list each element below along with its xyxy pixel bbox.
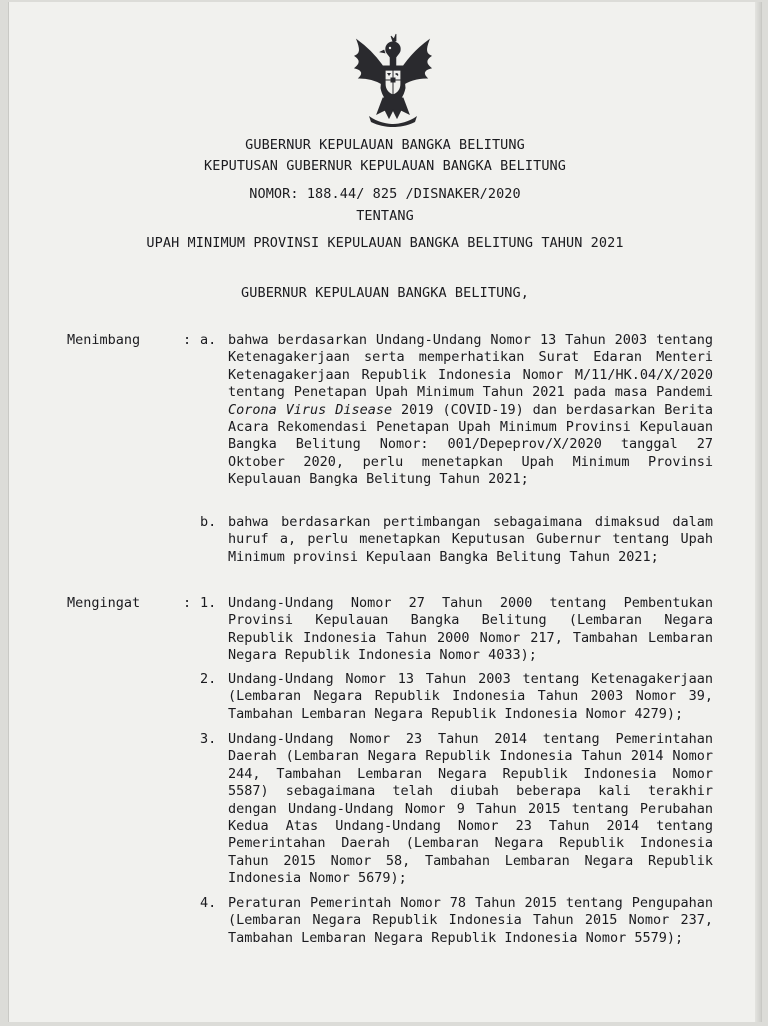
menimbang-colon: :	[183, 332, 192, 348]
mengingat-item-text: Undang-Undang Nomor 23 Tahun 2014 tentang Pemerintahan Daerah (Lembaran Negara Republik Indonesia Tahun 2014 Nomor 244, Tambahan Lembaran Negara Republik Indonesia Nomor 5587) sebagaimana telah diubah beberapa kali terakhir dengan Undang-Undang Nomor 9 Tahun 2015 tentang Perubahan Kedua Atas Undang-Undang Nomor 23 Tahun 2014 tentang Pemerintahan Daerah (Lembaran Negara Republik Indonesia Tahun 2015 Nomor 58, Tambahan Lembaran Negara Republik Indonesia Nomor 5679);	[228, 731, 713, 887]
mengingat-item-text: Undang-Undang Nomor 27 Tahun 2000 tentang Pembentukan Provinsi Kepulauan Bangka Belitung (Lembaran Negara Republik Indonesia Tahun 2000 Nomor 217, Tambahan Lembaran Negara Republik Indonesia Nomor 4033);	[228, 595, 713, 664]
mengingat-item-marker: 4.	[200, 895, 217, 911]
menimbang-label: Menimbang	[67, 332, 141, 348]
issuer-signatory: GUBERNUR KEPULAUAN BANGKA BELITUNG,	[241, 285, 529, 301]
menimbang-item-text-italic: Corona Virus Disease	[228, 401, 393, 418]
tentang-heading: TENTANG	[356, 208, 414, 224]
menimbang-item-text: bahwa berdasarkan pertimbangan sebagaimana dimaksud dalam huruf a, perlu menetapkan Keputusan Gubernur tentang Upah Minimum provinsi Kepulaan Bangka Belitung Tahun 2021;	[228, 514, 713, 565]
page-edge	[755, 2, 761, 1022]
mengingat-item-text: Peraturan Pemerintah Nomor 78 Tahun 2015 tentang Pengupahan (Lembaran Negara Republik Indonesia Tahun 2015 Nomor 237, Tambahan Lembaran Negara Republik Indonesia Nomor 5579);	[228, 895, 713, 946]
mengingat-item-marker: 2.	[200, 671, 217, 687]
document-page	[8, 2, 762, 1022]
menimbang-item-marker: a.	[200, 332, 217, 348]
garuda-emblem-icon	[343, 32, 443, 127]
mengingat-item-marker: 1.	[200, 595, 217, 611]
decree-title: KEPUTUSAN GUBERNUR KEPULAUAN BANGKA BELITUNG	[203, 158, 567, 174]
mengingat-item-marker: 3.	[200, 731, 217, 747]
menimbang-item-marker: b.	[200, 514, 217, 530]
issuer-heading: GUBERNUR KEPULAUAN BANGKA BELITUNG	[245, 137, 525, 153]
menimbang-item-text-part: 2019 (COVID-19) dan berdasarkan Berita Acara Rekomendasi Penetapan Upah Minimum Provinsi Kepulauan Bangka Belitung Nomor: 001/Depeprov/X/2020 tanggal 27 Oktober 2020, perlu menetapkan Upah Minimum Provinsi Kepulauan Bangka Belitung Tahun 2021;	[228, 401, 713, 488]
decree-subject: UPAH MINIMUM PROVINSI KEPULAUAN BANGKA BELITUNG TAHUN 2021	[146, 235, 624, 251]
mengingat-label: Mengingat	[67, 595, 141, 611]
menimbang-item-text	[228, 332, 713, 489]
decree-number: NOMOR: 188.44/ 825 /DISNAKER/2020	[249, 186, 521, 202]
mengingat-item-text: Undang-Undang Nomor 13 Tahun 2003 tentang Ketenagakerjaan (Lembaran Negara Republik Indonesia Tahun 2003 Nomor 39, Tambahan Lembaran Negara Republik Indonesia Nomor 4279);	[228, 671, 713, 722]
mengingat-colon: :	[183, 595, 192, 611]
menimbang-item-text-part: bahwa berdasarkan Undang-Undang Nomor 13 Tahun 2003 tentang Ketenagakerjaan serta memperhatikan Surat Edaran Menteri Ketenagakerjaan Republik Indonesia Nomor M/11/HK.04/X/2020 tentang Penetapan Upah Minimum Tahun 2021 pada masa Pandemi	[228, 332, 713, 401]
